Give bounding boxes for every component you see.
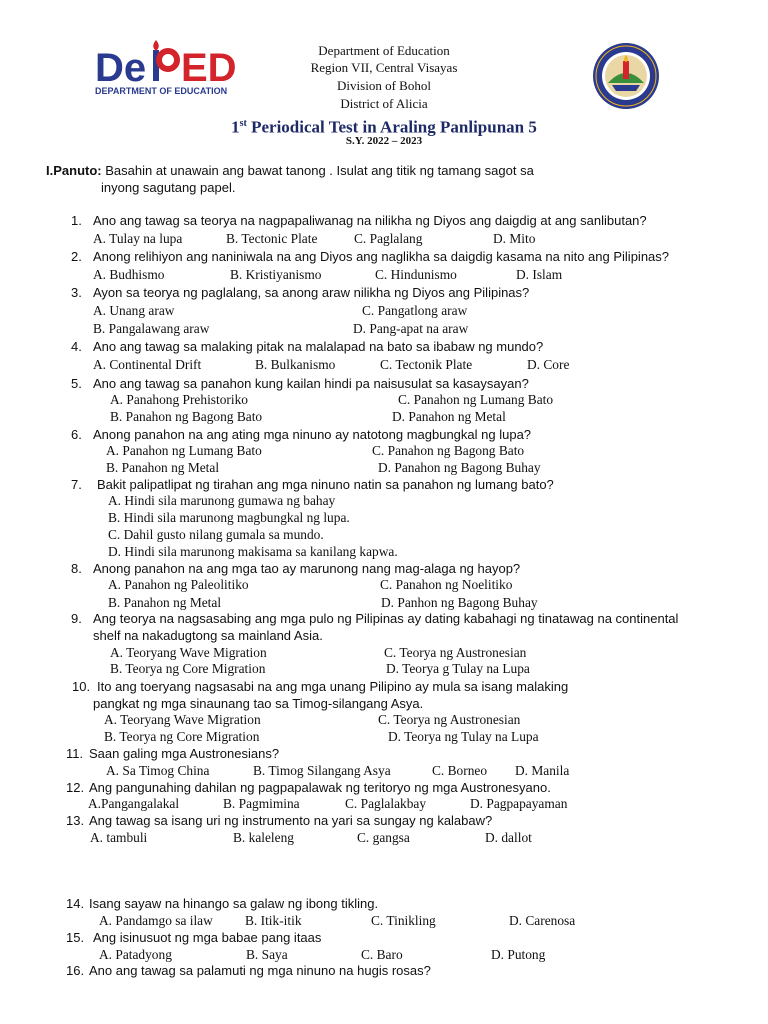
choice-a: A. Panahon ng Paleolitiko <box>108 577 249 592</box>
instructions-label: I.Panuto: <box>46 163 102 178</box>
choice-c: C. Teorya ng Austronesian <box>384 645 527 660</box>
question-number: 11. <box>66 746 84 761</box>
question-text: Isang sayaw na hinango sa galaw ng ibong tikling. <box>89 896 379 911</box>
question-number: 6. <box>71 427 82 442</box>
choice-d: D. Manila <box>515 763 570 778</box>
choice-c: C. Paglalakbay <box>345 796 427 811</box>
choice-b: B. Itik-itik <box>245 913 302 928</box>
choice-a: A. Tulay na lupa <box>93 231 183 246</box>
question-text: Ano ang tawag sa malaking pitak na malalapad na bato sa ibabaw ng mundo? <box>93 339 544 354</box>
question-text-cont: shelf na nakadugtong sa mainland Asia. <box>93 628 323 643</box>
title-sup: st <box>239 118 247 129</box>
choice-d: D. Pang-apat na araw <box>353 321 469 336</box>
instructions-text-2: inyong sagutang papel. <box>101 180 236 195</box>
question-text: Saan galing mga Austronesians? <box>89 746 280 761</box>
choice-d: D. Carenosa <box>509 913 576 928</box>
question-number: 2. <box>71 249 82 264</box>
choice-a: A. Unang araw <box>93 303 175 318</box>
choice-c: C. Hindunismo <box>375 267 457 282</box>
question-text: Ang teorya na nagsasabing ang mga pulo ng Pilipinas ay dating kabahagi ng tinatawag na continental <box>93 611 679 626</box>
choice-a: A. Teoryang Wave Migration <box>110 645 267 660</box>
choice-a: A. Continental Drift <box>93 357 202 372</box>
header-line-department: Department of Education <box>318 43 450 58</box>
choice-c: C. Teorya ng Austronesian <box>378 712 521 727</box>
choice-b: B. kaleleng <box>233 830 294 845</box>
question-text: Ang isinusuot ng mga babae pang itaas <box>93 930 322 945</box>
choice-c: C. gangsa <box>357 830 410 845</box>
school-year: S.Y. 2022 – 2023 <box>345 135 423 147</box>
choice-c: C. Tectonik Plate <box>380 357 473 372</box>
question-text: Ano ang tawag sa panahon kung kailan hindi pa naisusulat sa kasaysayan? <box>93 376 529 391</box>
question-number: 13. <box>66 813 85 828</box>
question-number: 4. <box>71 339 82 354</box>
question-number: 1. <box>71 213 82 228</box>
choice-d: D. Panahon ng Bagong Buhay <box>378 460 541 475</box>
choice-b: B. Teorya ng Core Migration <box>104 729 260 744</box>
header-line-region: Region VII, Central Visayas <box>310 60 458 75</box>
choice-a: A. Pandamgo sa ilaw <box>99 913 213 928</box>
question-text: Anong relihiyon ang naniniwala na ang Diyos ang naglikha sa daigdig kasama na nito ang Pilipinas? <box>93 249 670 264</box>
choice-a: A. Sa Timog China <box>106 763 210 778</box>
choice-d: D. dallot <box>485 830 532 845</box>
choice-b: B. Panahon ng Metal <box>106 460 220 475</box>
question-number: 5. <box>71 376 82 391</box>
title-prefix: 1 <box>231 117 240 137</box>
question-text: Bakit palipatlipat ng tirahan ang mga ninuno natin sa panahon ng lumang bato? <box>97 477 554 492</box>
instructions-text: Basahin at unawain ang bawat tanong . Isulat ang titik ng tamang sagot sa <box>105 163 534 178</box>
choice-a: A. Teoryang Wave Migration <box>104 712 261 727</box>
question-number: 8. <box>71 561 82 576</box>
choice-b: B. Kristiyanismo <box>230 267 322 282</box>
question-number: 7. <box>71 477 82 492</box>
question-text: Ang pangunahing dahilan ng pagpapalawak ng teritoryo ng mga Austronesyano. <box>89 780 551 795</box>
choice-a: A.Pangangalakal <box>88 796 180 811</box>
choice-d: D. Islam <box>516 267 563 282</box>
question-number: 15. <box>66 930 85 945</box>
svg-text:De: De <box>95 46 147 90</box>
choice-b: B. Bulkanismo <box>255 357 336 372</box>
question-number: 14. <box>66 896 85 911</box>
svg-text:DEPARTMENT OF EDUCATION: DEPARTMENT OF EDUCATION <box>95 86 228 96</box>
choice-d: D. Panahon ng Metal <box>392 409 506 424</box>
choice-b: B. Saya <box>246 947 288 962</box>
choice-b: B. Tectonic Plate <box>226 231 318 246</box>
question-text: Ang tawag sa isang uri ng instrumento na yari sa sungay ng kalabaw? <box>89 813 493 828</box>
choice-c: C. Panahon ng Bagong Bato <box>372 443 525 458</box>
choice-d: D. Putong <box>491 947 546 962</box>
choice-a: A. tambuli <box>90 830 148 845</box>
choice-a: A. Panahon ng Lumang Bato <box>106 443 262 458</box>
choice-c: C. Paglalang <box>354 231 423 246</box>
question-text: Ayon sa teorya ng paglalang, sa anong araw nilikha ng Diyos ang Pilipinas? <box>93 285 530 300</box>
choice-c: C. Panahon ng Noelitiko <box>380 577 513 592</box>
choice-b: B. Hindi sila marunong magbungkal ng lupa. <box>108 510 350 525</box>
question-number: 9. <box>71 611 82 626</box>
instructions <box>46 163 534 179</box>
choice-c: C. Borneo <box>432 763 488 778</box>
question-text: Ano ang tawag sa palamuti ng mga ninuno na hugis rosas? <box>89 963 431 978</box>
choice-d: D. Core <box>527 357 570 372</box>
question-number: 10. <box>72 679 91 694</box>
choice-b: B. Panahon ng Bagong Bato <box>110 409 263 424</box>
choice-b: B. Teorya ng Core Migration <box>110 661 266 676</box>
choice-c: C. Baro <box>361 947 403 962</box>
question-text: Anong panahon na ang ating mga ninuno ay natotong magbungkal ng lupa? <box>93 427 532 442</box>
choice-b: B. Timog Silangang Asya <box>253 763 391 778</box>
question-number: 16. <box>66 963 85 978</box>
choice-c: C. Pangatlong araw <box>362 303 468 318</box>
choice-d: D. Pagpapayaman <box>470 796 568 811</box>
choice-a: A. Hindi sila marunong gumawa ng bahay <box>108 493 336 508</box>
question-text: Ano ang tawag sa teorya na nagpapaliwanag na nilikha ng Diyos ang daigdig at ang sanlibutan? <box>93 213 647 228</box>
choice-d: D. Teorya ng Tulay na Lupa <box>388 729 539 744</box>
choice-c: C. Dahil gusto nilang gumala sa mundo. <box>108 527 324 542</box>
choice-c: C. Tinikling <box>371 913 436 928</box>
choice-d: D. Panhon ng Bagong Buhay <box>381 595 538 610</box>
question-text: Ito ang toeryang nagsasabi na ang mga unang Pilipino ay mula sa isang malaking <box>97 679 569 694</box>
choice-c: C. Panahon ng Lumang Bato <box>398 392 554 407</box>
choice-a: A. Panahong Prehistoriko <box>110 392 248 407</box>
question-number: 3. <box>71 285 82 300</box>
svg-text:ED: ED <box>181 46 237 90</box>
choice-d: D. Mito <box>493 231 536 246</box>
question-text: Anong panahon na ang mga tao ay marunong nang mag-alaga ng hayop? <box>93 561 521 576</box>
choice-b: B. Pagmimina <box>223 796 300 811</box>
choice-a: A. Patadyong <box>99 947 172 962</box>
header-line-division: Division of Bohol <box>337 78 431 93</box>
choice-d: D. Hindi sila marunong makisama sa kanilang kapwa. <box>108 544 398 559</box>
header-line-district: District of Alicia <box>340 96 428 111</box>
choice-b: B. Pangalawang araw <box>93 321 210 336</box>
question-number: 12. <box>66 780 85 795</box>
question-text-cont: pangkat ng mga sinaunang tao sa Timog-silangang Asya. <box>93 696 424 711</box>
choice-d: D. Teorya g Tulay na Lupa <box>386 661 530 676</box>
choice-a: A. Budhismo <box>93 267 165 282</box>
title-rest: Periodical Test in Araling Panlipunan 5 <box>246 117 537 137</box>
choice-b: B. Panahon ng Metal <box>108 595 222 610</box>
